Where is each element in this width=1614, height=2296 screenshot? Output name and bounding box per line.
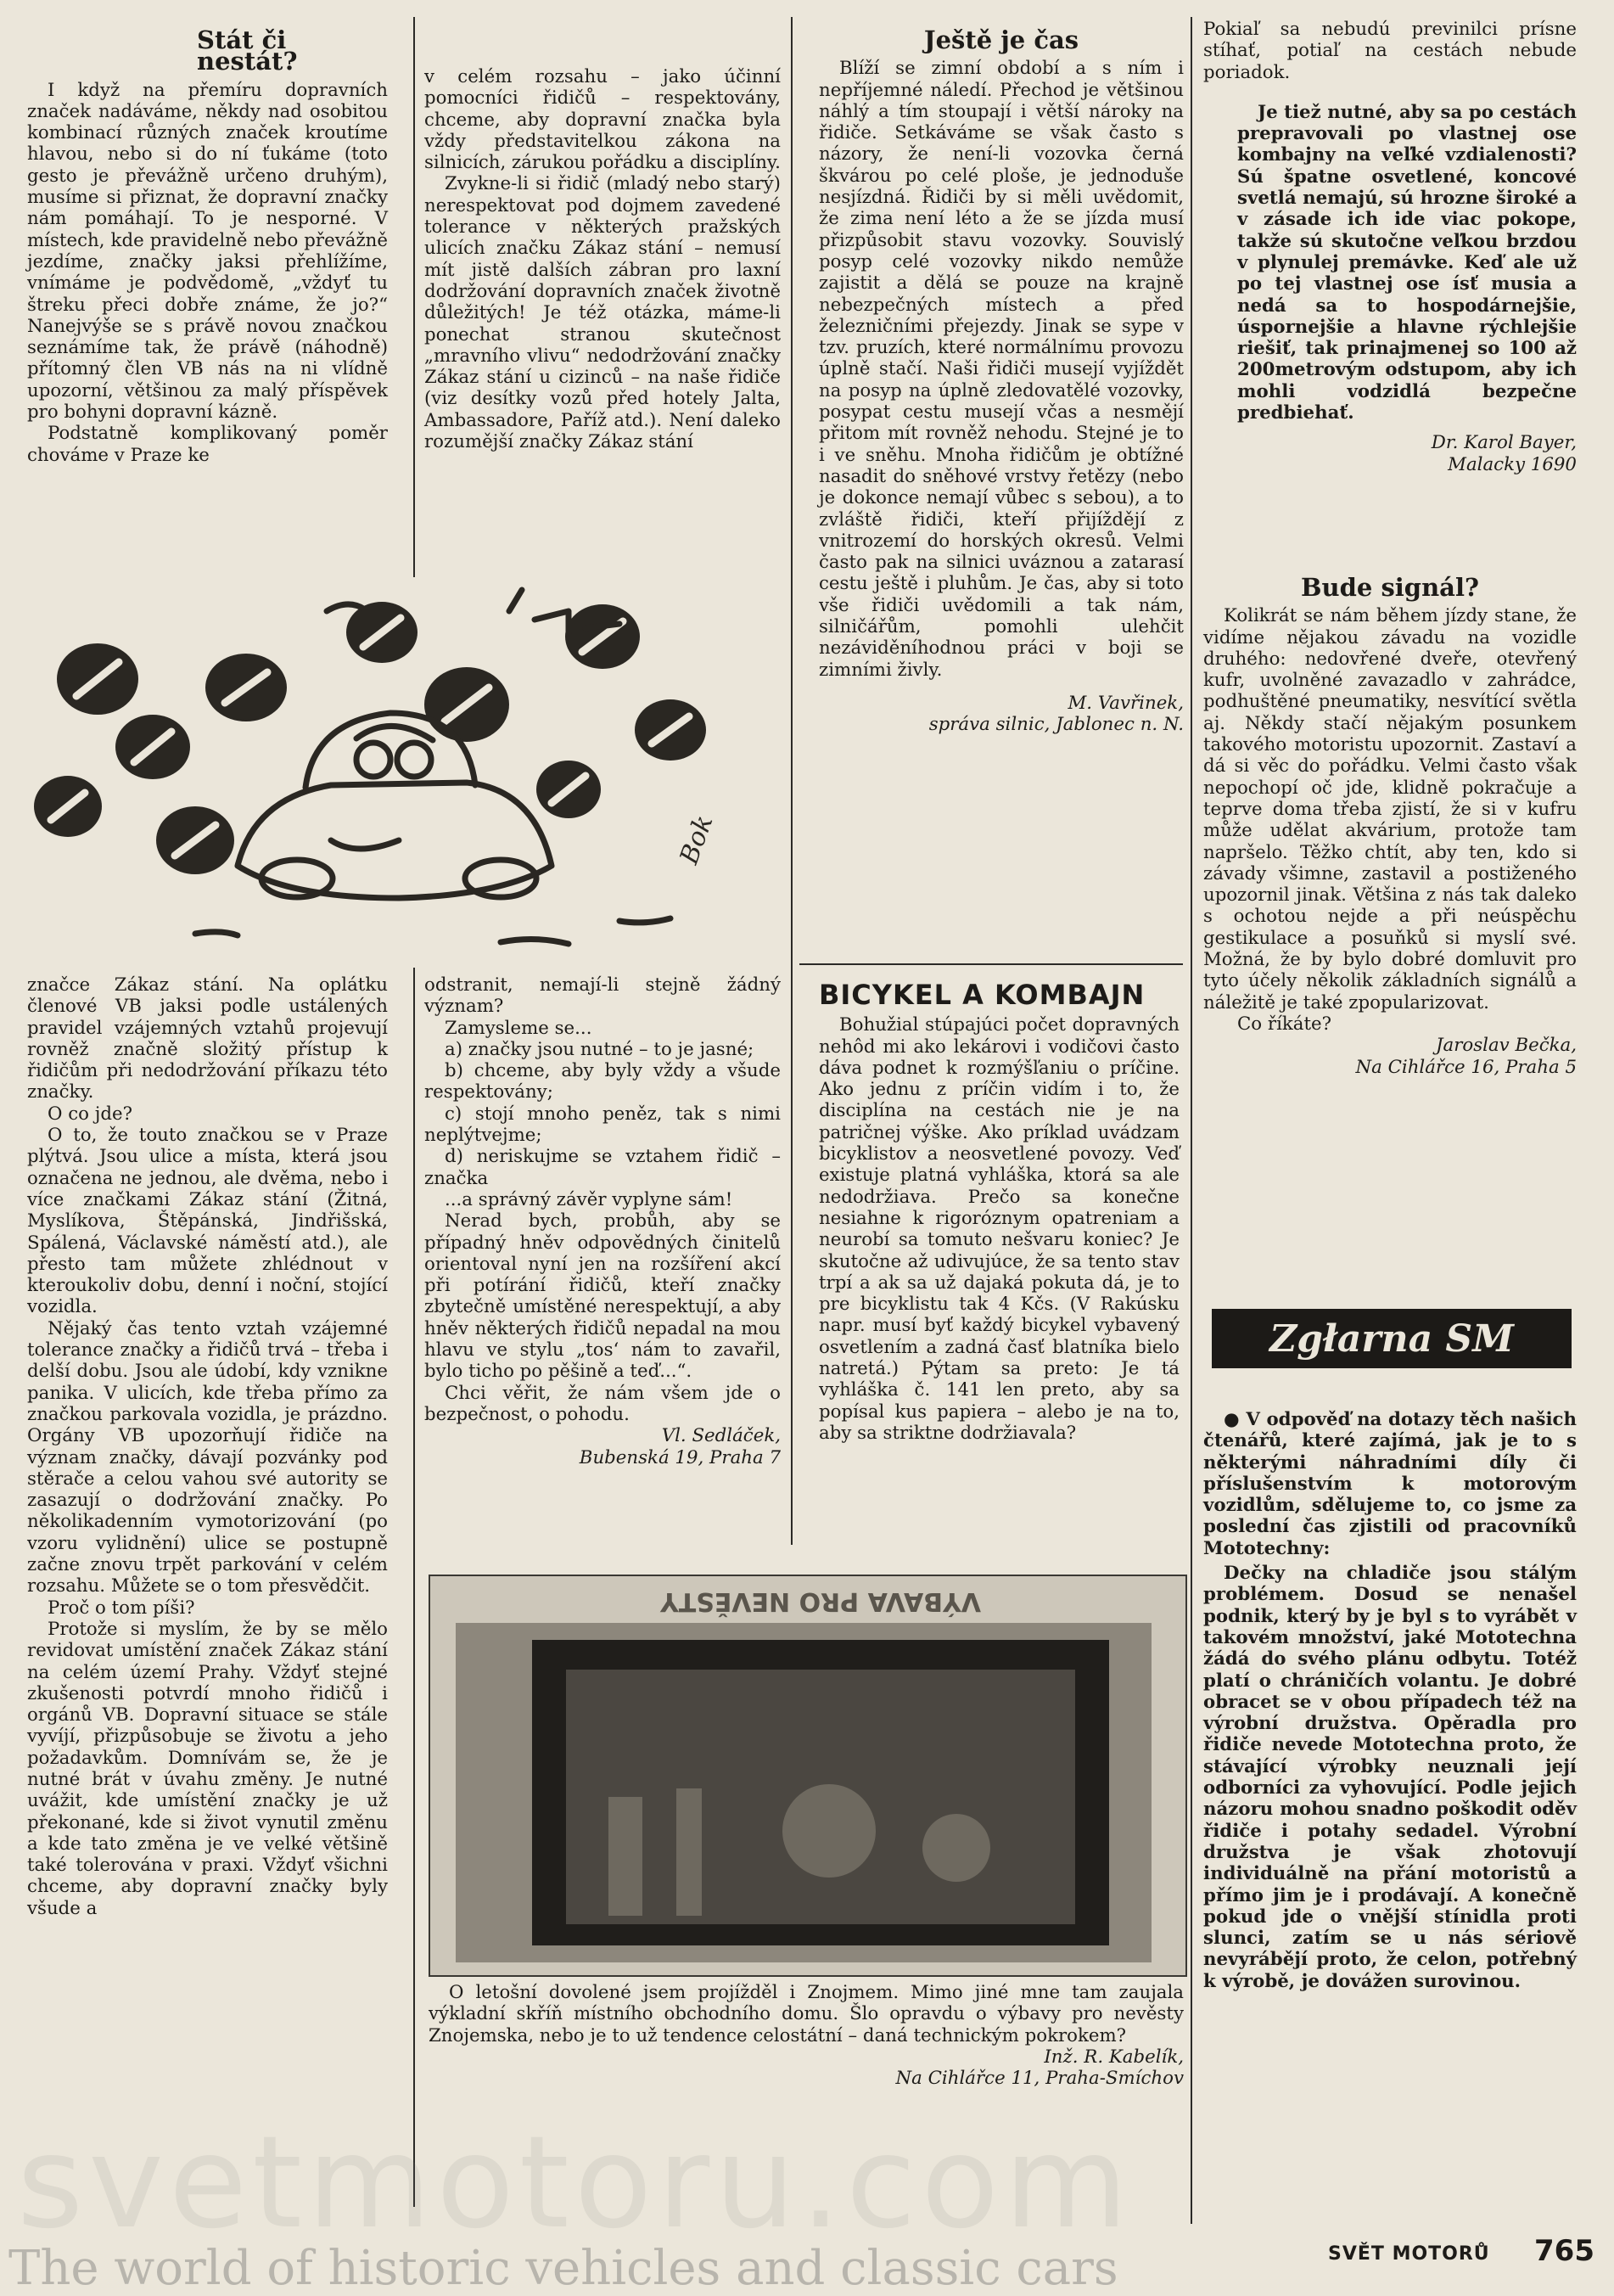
article4-paragraph: Kolikrát se nám během jízdy stane, že vidíme nějakou závadu na vozidle druhého: nedovřené dveře, otevřený kufr, uvolněné zavazadlo v zahrádce, podhuštěné pneumatiky, nesvítící světla aj. Někdy stačí nějakým posunkem takového motoristu upozornit. Zastaví a dá si věc do pořádku. Velmi často však nepochopí oč jde, klidně pokračuje a teprve doma třeba zjistí, že si v kufru může udělat akvárium, protože tam napršelo. Těžko chtít, aby ten, kdo si závady všimne, zastavil a postiženého upozornil jinak. Většina z nás tak daleko s ochotou nejde a při neúspěchu gestikulace a posuňků si myslí své. Možná, že by bylo dobré domluvit pro tyto účely několik základních signálů a náležitě je také zpopularizovat. <box>1203 605 1577 1013</box>
article1-paragraph: I když na přemíru dopravních značek nadáváme, někdy nad osobitou kombinací různých značek kroutíme hlavou, nebo si do ní ťukáme (toto gesto je převážně určeno druhým), musíme si přiznat, že dopravní značky nám pomáhají. To je nesporné. V místech, kde pravidelně nebo převážně jezdíme, značky jaksi přehlížíme, vnímáme je podvědomě, „vždyť tu štreku přeci dobře známe, že jo?“ Nanejvýše se s právě novou značkou seznámíme tak, že právě (náhodně) přítomný člen VB nás na ni vlídně upozorní, většinou za malý příspěvek pro bohyni dopravní kázně. <box>27 79 388 424</box>
article1-list-item: c) stojí mnoho peněz, tak s nimi neplýtvejme; <box>424 1103 781 1147</box>
shop-window-photo <box>429 1575 1187 1977</box>
article4-author: Jaroslav Bečka, <box>1435 1035 1577 1057</box>
section-badge-text: Zgłarna SM <box>1269 1317 1514 1361</box>
article1-paragraph: značce Zákaz stání. Na oplátku členové VB jaksi podle ustálených pravidel vzájemných vztahů projevují rovněž značně složitý přístup k řidičům při nedodržování příkazu této značky. <box>27 974 388 1103</box>
article1-title: Stát či nestát? <box>197 25 298 76</box>
article3-paragraph: Pokiaľ sa nebudú previnilci prísne stíhať, potiaľ na cestách nebude poriadok. <box>1203 19 1577 83</box>
article1-paragraph: Podstatně komplikovaný poměr chováme v Praze ke <box>27 423 388 466</box>
article1-paragraph: O co jde? <box>48 1103 133 1125</box>
article4-title: Bude signál? <box>1301 573 1479 602</box>
shop-sign-text: VÝBAVA PRO NEVĚSTY <box>660 1586 981 1616</box>
photo-address: Na Cihlářce 11, Praha-Smíchov <box>895 2068 1184 2090</box>
column-rule <box>1191 17 1192 2224</box>
article1-address: Bubenská 19, Praha 7 <box>579 1446 781 1468</box>
section-badge <box>1212 1309 1572 1368</box>
column-rule <box>413 968 415 2207</box>
article1-list-item: ...a správný závěr vyplyne sám! <box>445 1188 733 1210</box>
article3-paragraph: Bohužial stúpajúci počet dopravných nehôd mi ako lekárovi i vodičovi často dáva podnet k rozmýšľaniu o príčine. Ako jednu z príčin vidím i to, že disciplína na cestách nie je na patričnej výške. Ako príklad uvádzam bicyklistov a neosvetlené povozy. Veď existuje platná vyhláška, ktorá sa ale nedodržiava. Prečo sa konečne nesiahne k rigoróznym opatreniam a neurobí sa tomuto nešvaru koniec? Je skutočne až udivujúce, že sa tento stav trpí a ak sa už dajaká pokuta dá, je to pre bicyklistu tak 4 Kčs. (V Rakúsku napr. musí byť každý bicykel vybavený osvetlením a zadná časť blatníka bielo natretá.) Pýtam sa preto: Je tá vyhláška č. 141 len preto, aby sa popísal kus papiera – alebo je na to, aby sa striktne dodržiavala? <box>819 1014 1180 1444</box>
photo-author: Inž. R. Kabelík, <box>1044 2046 1184 2068</box>
article3-title: BICYKEL A KOMBAJN <box>819 979 1146 1011</box>
article2-author: M. Vavřinek, <box>1068 692 1184 714</box>
column-rule <box>413 17 415 577</box>
article3-col-b <box>1203 19 1577 475</box>
article1-col-a <box>27 25 388 466</box>
article1-list-item: b) chceme, aby byly vždy a všude respektovány; <box>424 1060 781 1103</box>
watermark-tagline: The world of historic vehicles and classic cars <box>8 2241 1118 2296</box>
no-parking-cartoon <box>25 586 738 968</box>
article4-col <box>1203 573 1577 1078</box>
article4-address: Na Cihlářce 16, Praha 5 <box>1355 1056 1577 1078</box>
article1-paragraph: v celém rozsahu – jako účinní pomocníci řidičů – respektovány, chceme, aby dopravní značka byla vždy představitelkou zákona na silnicích, zárukou pořádku a disciplíny. <box>424 66 781 174</box>
article3-address: Malacky 1690 <box>1448 453 1577 475</box>
article2-col <box>819 25 1184 736</box>
article1-paragraph: odstranit, nemají-li stejně žádný význam? <box>424 974 781 1018</box>
cartoon-signature: Bok <box>674 811 720 868</box>
article1-paragraph: Proč o tom píši? <box>48 1597 195 1619</box>
article1-list-item: d) neriskujme se vztahem řidič – značka <box>424 1146 781 1189</box>
article1-col-d <box>424 974 781 1468</box>
column-rule <box>791 17 793 1545</box>
article1-col-b <box>424 66 781 452</box>
article5-col <box>1203 1409 1577 1992</box>
photo-caption-text: O letošní dovolené jsem projížděl i Znojmem. Mimo jiné mne tam zaujala výkladní skříň místního obchodního domu. Šlo opravdu o výbavy pro nevěsty Znojemska, nebo je to už tendence celostátní – daná technickým pokrokem? <box>429 1982 1184 2046</box>
article1-list-item: a) značky jsou nutné – to je jasné; <box>445 1038 754 1060</box>
photo-caption <box>429 1982 1184 2089</box>
article5-paragraph: Dečky na chladiče jsou stálým problémem. Dosud se nenašel podnik, který by je byl s to vyrábět v takovém množství, jaké Mototechna žádá do svého plánu odbytu. Totéž platí o chráničích volantu. Je dobré obracet se v obou případech též na výrobní družstva. Opěradla pro řidiče nevede Mototechna proto, že stávající výrobky neuznali její odborníci za vyhovující. Podle jejich názoru mohou snadno poškodit oděv řidiče i potahy sedadel. Výrobní družstva je však zhotovují individuálně na přání motoristů a přímo jim je i prodávají. A konečně pokud jde o vnější stínidla proti slunci, zatím se u nás sériově nevyrábějí proto, že celon, potřebný k výrobě, je dovážen surovinou. <box>1203 1563 1577 1992</box>
article3-col-a <box>819 979 1180 1444</box>
article1-paragraph: Chci věřit, že nám všem jde o bezpečnost, o pohodu. <box>424 1382 781 1425</box>
page-number: 765 <box>1534 2234 1594 2268</box>
article2-paragraph: Blíží se zimní období a s ním i nepříjemné náledí. Přechod je většinou náhlý a tím stoupají i větší nároky na řidiče. Setkáváme se však často s názory, že není-li vozovka černá škvárou po celé ploše, je jednoduše nesjízdná. Řidiči by si měli uvědomit, že zima není léto a že se jízda musí přizpůsobit stavu vozovky. Souvislý posyp celé vozovky nikdo nemůže zajistit a dělá se pouze na krajně nebezpečných místech a před železničními přejezdy. Jinak se sype v tzv. pruzích, které normálnímu provozu úplně stačí. Naši řidiči musejí vyjíždět na posyp na úplně zledovatělé vozovky, posypat cestu musejí včas a nesmějí přitom mít rovněž nehodu. Stejné je to i ve sněhu. Mnoha řidičům je obtížné nasadit do sněhové vrstvy řetězy (nebo je dokonce nemají vůbec s sebou), a to zvláště řidiči, kteří přijíždějí z vnitrozemí do horských okresů. Velmi často pak na silnici uváznou a zatarasí cestu ještě i pluhům. Je čas, aby si toto vše řidiči uvědomili a tak nám, silničářům, pomohli ulehčit nezáviděníhodnou práci v boji se zimními živly. <box>819 58 1184 681</box>
article1-col-c <box>27 974 388 1919</box>
article3-paragraph: Je tiež nutné, aby sa po cestách prepravovali po vlastnej ose kombajny na veľké vzdialenosti? Sú špatne osvetlené, koncové svetlá nemajú, sú hrozne široké a v zásade ich ide viac pokope, takže sú skutočne veľkou brzdou v plynulej premávke. Keď ale už po tej vlastnej ose ísť musia a nedá sa to hospodárnejšie, úspornejšie a hlavne rýchlejšie riešiť, tak prinajmenej so 100 až 200metrovým odstupom, aby ich mohli vodzidlá bezpečne predbiehať. <box>1237 101 1577 424</box>
article1-paragraph: Zvykne-li si řidič (mladý nebo starý) nerespektovat pod dojmem zavedené tolerance v některých pražských ulicích značku Zákaz stání – nemusí mít jistě dalších zábran pro laxní dodržování dopravních značek životně důležitých! Je též otázka, máme-li ponechat stranou skutečnost „mravního vlivu“ nedodržování značky Zákaz stání u cizinců – na naše řidiče (viz desítky vozů před hotely Jalta, Ambassadore, Paříž atd.). Není daleko rozumější značky Zákaz stání <box>424 173 781 453</box>
article1-author: Vl. Sedláček, <box>661 1425 781 1447</box>
article2-address: správa silnic, Jablonec n. N. <box>928 714 1184 736</box>
watermark-domain: svetmotoru.com <box>17 2109 1134 2257</box>
section-rule <box>799 963 1183 965</box>
article4-closing: Co říkáte? <box>1237 1013 1332 1035</box>
article2-title: Ještě je čas <box>923 25 1079 54</box>
article1-paragraph: O to, že touto značkou se v Praze plýtvá. Jsou ulice a místa, která jsou označena ne jednou, ale dvěma, nebo i více značkami Zákaz stání (Žitná, Myslíkova, Štěpánská, Jindřišská, Spálená, Václavské náměstí atd.), ale přesto tam můžete zhlédnout v kteroukoliv dobu, denní i noční, stojící vozidla. <box>27 1125 388 1318</box>
magazine-name: SVĚT MOTORŮ <box>1328 2243 1490 2265</box>
article1-paragraph: Protože si myslím, že by se mělo revidovat umístění značek Zákaz stání na celém území Prahy. Vždyť stejné zkušenosti potvrdí mnoho řidičů i orgánů VB. Dopravní situace se stále vyvíjí, přizpůsobuje se životu a jeho požadavkům. Domnívám se, že je nutné brát v úvahu změny. Je nutné uvážit, kde umístění značky je už překonané, kde si život vynutil změnu a kde tato změna je ve velké většině také tolerována v praxi. Vždyť všichni chceme, aby dopravní značky byly všude a <box>27 1618 388 1919</box>
article5-intro: ● V odpověď na dotazy těch našich čtenářů, které zajímá, jak je to s některými náhradními díly či příslušenstvím k motorovým vozidlům, sdělujeme to, co jsme za poslední čas zjistili od pracovníků Mototechny: <box>1203 1409 1577 1559</box>
article1-paragraph: Nerad bych, probůh, aby se případný hněv odpovědných činitelů orientoval nyní jen na rozšíření akcí při potírání řidičů, kteří značky zbytečně umístěné nerespektují, a aby hněv některých řidičů nepadal na mou hlavu ve stylu „tos‘ nám to zavařil, bylo ticho po pěšině a teď...“. <box>424 1210 781 1383</box>
article1-paragraph: Nějaký čas tento vztah vzájemné tolerance značky a řidičů trvá – třeba i delší dobu. Jsou ale údobí, kdy vznikne panika. V ulicích, kde třeba přímo za značkou parkovala vozidla, je prázdno. Orgány VB upozorňují řidiče na význam značky, dávají pozvánky pod stěrače a celou vahou své autority se zasazují o dodržování značky. Po několikadenním vymotorizování (po vzoru vylidnění) ulice se postupně začne znovu trpět parkování v celém rozsahu. Můžete se o tom přesvědčit. <box>27 1317 388 1597</box>
article1-paragraph: Zamysleme se... <box>445 1017 592 1039</box>
article3-author: Dr. Karol Bayer, <box>1431 432 1577 454</box>
